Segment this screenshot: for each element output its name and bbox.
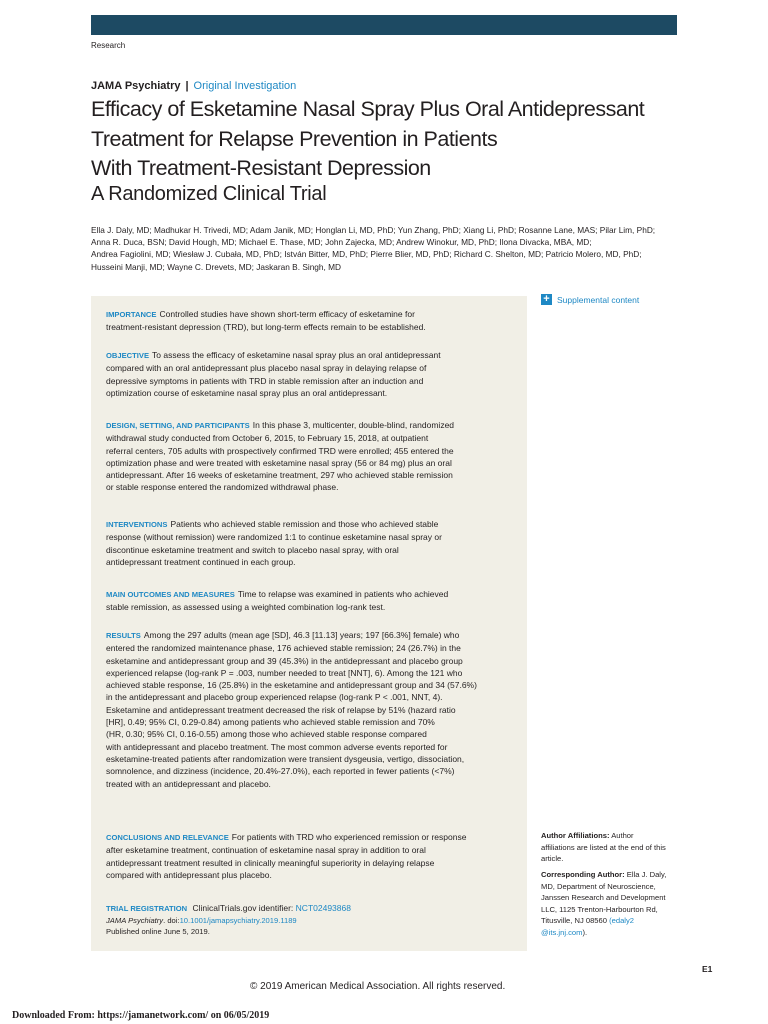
- plus-icon: +: [541, 294, 552, 305]
- title-line: Treatment for Relapse Prevention in Patients: [91, 126, 498, 151]
- section-heading: TRIAL REGISTRATION: [106, 904, 188, 913]
- section-heading: IMPORTANCE: [106, 310, 157, 319]
- section-heading: DESIGN, SETTING, AND PARTICIPANTS: [106, 421, 250, 430]
- author-list: [91, 224, 681, 273]
- top-banner: [91, 15, 677, 35]
- abstract-objective: [106, 349, 516, 399]
- author-line: Anna R. Duca, BSN; David Hough, MD; Michael E. Thase, MD; John Zajecka, MD; Andrew Winokur, MD, PhD; Ilona Divacka, MBA, MD;: [91, 237, 592, 248]
- abstract-line: experienced relapse (log-rank P = .003, number needed to treat [NNT], 6). Among the 121 who: [106, 667, 463, 678]
- abstract-line: In this phase 3, multicenter, double-blind, randomized: [252, 420, 455, 430]
- affiliations-heading: Author Affiliations:: [541, 831, 610, 840]
- abstract-line: withdrawal study conducted from October 6, 2015, to February 15, 2018, at outpatient: [106, 433, 429, 444]
- download-notice: Downloaded From: https://jamanetwork.com/ on 06/05/2019: [12, 1010, 270, 1021]
- abstract-line: (HR, 0.30; 95% CI, 0.16-0.55) among those who achieved stable response compared: [106, 729, 427, 740]
- registration-link[interactable]: NCT02493868: [295, 903, 351, 913]
- abstract-line: referral centers, 705 adults with prospectively confirmed TRD were enrolled; 455 entered the: [106, 445, 454, 456]
- section-heading: CONCLUSIONS AND RELEVANCE: [106, 833, 229, 842]
- abstract-line: To assess the efficacy of esketamine nasal spray plus an oral antidepressant: [152, 350, 441, 360]
- abstract-line: somnolence, and dizziness (incidence, 20.4%-27.0%), each reported in fewer patients (<7%): [106, 766, 455, 777]
- trial-registration: [106, 903, 516, 915]
- sidebar-line: affiliations are listed at the end of this: [541, 842, 666, 852]
- section-heading: RESULTS: [106, 631, 141, 640]
- abstract-design: [106, 419, 516, 494]
- author-affiliations: [541, 830, 686, 865]
- registration-text: ClinicalTrials.gov identifier:: [192, 903, 294, 913]
- email-link-part1[interactable]: (edaly2: [609, 916, 634, 926]
- abstract-line: in the antidepressant and placebo group experienced relapse (log-rank P < .001, NNT, 4).: [106, 692, 443, 703]
- abstract-results: [106, 629, 516, 790]
- abstract-line: For patients with TRD who experienced remission or response: [231, 832, 467, 842]
- sidebar-line: Titusville, NJ 08560: [541, 916, 610, 926]
- abstract-line: antidepressant. After 16 weeks of esketamine treatment, 297 who achieved stable remission: [106, 470, 453, 481]
- copyright: © 2019 American Medical Association. All rights reserved.: [250, 981, 506, 992]
- abstract-conclusions: [106, 831, 516, 881]
- corresponding-author: [541, 869, 686, 939]
- journal-line: [91, 80, 296, 92]
- article-subtitle: A Randomized Clinical Trial: [91, 183, 327, 205]
- abstract-line: depressive symptoms in patients with TRD in stable remission after an induction and: [106, 375, 424, 386]
- sidebar-line: Author: [611, 831, 634, 840]
- citation-doi-prefix: . doi:: [163, 916, 180, 925]
- abstract-line: response (without remission) were randomized 1:1 to continue esketamine nasal spray or: [106, 532, 442, 543]
- article-type: Original Investigation: [193, 80, 297, 92]
- section-label: Research: [91, 41, 126, 50]
- abstract-line: achieved stable response, 16 (25.8%) in the esketamine and antidepressant group and 34 (57.6%): [106, 680, 477, 691]
- title-line: With Treatment-Resistant Depression: [91, 156, 431, 180]
- doi-link[interactable]: 10.1001/jamapsychiatry.2019.1189: [179, 916, 297, 925]
- sidebar-line: Janssen Research and Development: [541, 893, 666, 903]
- email-end: ).: [582, 927, 588, 937]
- citation-journal: JAMA Psychiatry: [106, 916, 164, 925]
- corresponding-heading: Corresponding Author:: [541, 870, 625, 879]
- sidebar-line: article.: [541, 854, 564, 864]
- article-title: [91, 95, 691, 184]
- abstract-line: optimization phase and were treated with esketamine nasal spray (56 or 84 mg) plus an oral: [106, 457, 452, 468]
- separator: |: [185, 80, 189, 92]
- abstract-line: Controlled studies have shown short-term efficacy of esketamine for: [159, 309, 415, 319]
- published-date: Published online June 5, 2019.: [106, 926, 210, 936]
- abstract-line: treatment-resistant depression (TRD), but long-term effects remain to be established.: [106, 322, 426, 333]
- title-line: Efficacy of Esketamine Nasal Spray Plus Oral Antidepressant: [91, 97, 645, 121]
- abstract-interventions: [106, 518, 516, 568]
- abstract-line: treated with an antidepressant and placebo.: [106, 778, 271, 789]
- abstract-line: [HR], 0.49; 95% CI, 0.29-0.84) among patients who achieved stable remission and 70%: [106, 717, 435, 728]
- email-link-part2[interactable]: @its.jnj.com: [541, 927, 583, 937]
- abstract-line: antidepressant treatment resulted in clinically meaningful superiority in delaying relapse: [106, 857, 435, 868]
- section-heading: MAIN OUTCOMES AND MEASURES: [106, 590, 235, 599]
- abstract-line: optimization course of esketamine nasal spray plus an oral antidepressant.: [106, 387, 388, 398]
- supplemental-content-link[interactable]: [541, 294, 639, 305]
- abstract-line: discontinue esketamine treatment and switch to placebo nasal spray, with oral: [106, 544, 399, 555]
- abstract-importance: [106, 308, 516, 334]
- abstract-line: entered the randomized maintenance phase, 176 achieved stable remission; 24 (26.7%) in the: [106, 643, 461, 654]
- abstract-line: stable remission, as assessed using a weighted combination log-rank test.: [106, 602, 386, 613]
- sidebar-line: MD, Department of Neuroscience,: [541, 881, 656, 891]
- section-heading: INTERVENTIONS: [106, 520, 168, 529]
- abstract-line: esketamine-treated patients after randomization were transient dysgeusia, vertigo, dissociation,: [106, 753, 465, 764]
- abstract-line: after esketamine treatment, continuation of esketamine nasal spray in addition to oral: [106, 845, 426, 856]
- page-number: E1: [702, 964, 713, 974]
- abstract-line: compared with an oral antidepressant plus placebo nasal spray in delaying relapse of: [106, 363, 427, 374]
- abstract-line: Among the 297 adults (mean age [SD], 46.3 [11.13] years; 197 [66.3%] female) who: [143, 630, 460, 640]
- abstract-line: antidepressant treatment continued in each group.: [106, 556, 296, 567]
- abstract-line: esketamine and antidepressant group and 39 (45.3%) in the antidepressant and placebo group: [106, 655, 463, 666]
- author-line: Andrea Fagiolini, MD; Wiesław J. Cubała, MD, PhD; István Bitter, MD, PhD; Pierre Blier, MD, PhD; Richard C. Shelton, MD; Patricio Molero, MD, PhD;: [91, 249, 642, 260]
- abstract-line: Time to relapse was examined in patients who achieved: [237, 589, 449, 599]
- abstract-line: compared with antidepressant plus placebo.: [106, 869, 272, 880]
- abstract-line: Esketamine and antidepressant treatment decreased the risk of relapse by 51% (hazard ratio: [106, 704, 456, 715]
- abstract-outcomes: [106, 588, 516, 614]
- journal-name: JAMA Psychiatry: [91, 80, 181, 92]
- section-heading: OBJECTIVE: [106, 351, 150, 360]
- author-line: Ella J. Daly, MD; Madhukar H. Trivedi, MD; Adam Janik, MD; Honglan Li, MD, PhD; Yun Zhang, PhD; Xiang Li, PhD; Rosanne Lane, MAS; Pilar Lim, PhD;: [91, 225, 656, 235]
- sidebar-line: LLC, 1125 Trenton-Harbourton Rd,: [541, 904, 658, 914]
- abstract-line: or stable response entered the randomized withdrawal phase.: [106, 482, 339, 493]
- sidebar-line: Ella J. Daly,: [626, 870, 667, 879]
- supplemental-label: Supplemental content: [557, 294, 640, 305]
- abstract-line: Patients who achieved stable remission and those who achieved stable: [170, 519, 439, 529]
- citation: [106, 916, 516, 937]
- abstract-line: with antidepressant and placebo treatment. The most common adverse events reported for: [106, 741, 448, 752]
- author-line: Husseini Manji, MD; Wayne C. Drevets, MD; Jaskaran B. Singh, MD: [91, 261, 342, 272]
